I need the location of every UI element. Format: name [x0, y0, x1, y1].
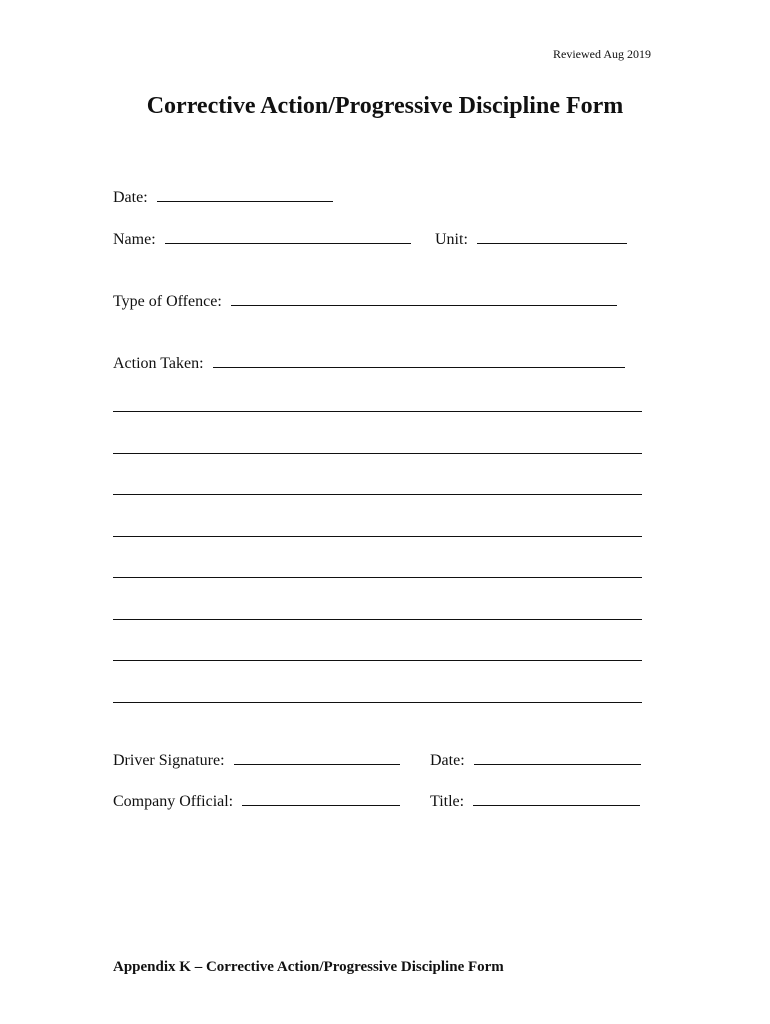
- offence-label: Type of Offence:: [113, 293, 222, 310]
- signature-date-row: [430, 750, 641, 770]
- name-row: [113, 229, 411, 249]
- action-line[interactable]: [113, 411, 642, 412]
- company-official-field[interactable]: [242, 791, 400, 806]
- form-title: Corrective Action/Progressive Discipline Form: [146, 93, 624, 119]
- offence-row: [113, 291, 617, 311]
- company-official-row: [113, 791, 400, 811]
- name-field[interactable]: [165, 229, 411, 244]
- action-line[interactable]: [113, 660, 642, 661]
- appendix-footer: Appendix K – Corrective Action/Progressive Discipline Form: [113, 959, 504, 975]
- driver-signature-label: Driver Signature:: [113, 752, 225, 769]
- driver-signature-field[interactable]: [234, 750, 400, 765]
- unit-row: [435, 229, 627, 249]
- official-title-row: [430, 791, 640, 811]
- unit-field[interactable]: [477, 229, 627, 244]
- company-official-label: Company Official:: [113, 793, 234, 810]
- offence-field[interactable]: [231, 291, 617, 306]
- official-title-label: Title:: [430, 793, 465, 810]
- date-field[interactable]: [157, 187, 333, 202]
- name-label: Name:: [113, 231, 156, 248]
- action-row: [113, 353, 625, 373]
- date-label: Date:: [113, 189, 148, 206]
- action-field[interactable]: [213, 353, 625, 368]
- action-line[interactable]: [113, 577, 642, 578]
- action-line[interactable]: [113, 494, 642, 495]
- unit-label: Unit:: [435, 231, 468, 248]
- action-label: Action Taken:: [113, 355, 204, 372]
- reviewed-date: Reviewed Aug 2019: [553, 47, 651, 61]
- action-line[interactable]: [113, 619, 642, 620]
- date-row: [113, 187, 333, 207]
- signature-date-label: Date:: [430, 752, 465, 769]
- action-line[interactable]: [113, 702, 642, 703]
- official-title-field[interactable]: [473, 791, 640, 806]
- signature-date-field[interactable]: [474, 750, 641, 765]
- action-line[interactable]: [113, 453, 642, 454]
- action-line[interactable]: [113, 536, 642, 537]
- driver-signature-row: [113, 750, 400, 770]
